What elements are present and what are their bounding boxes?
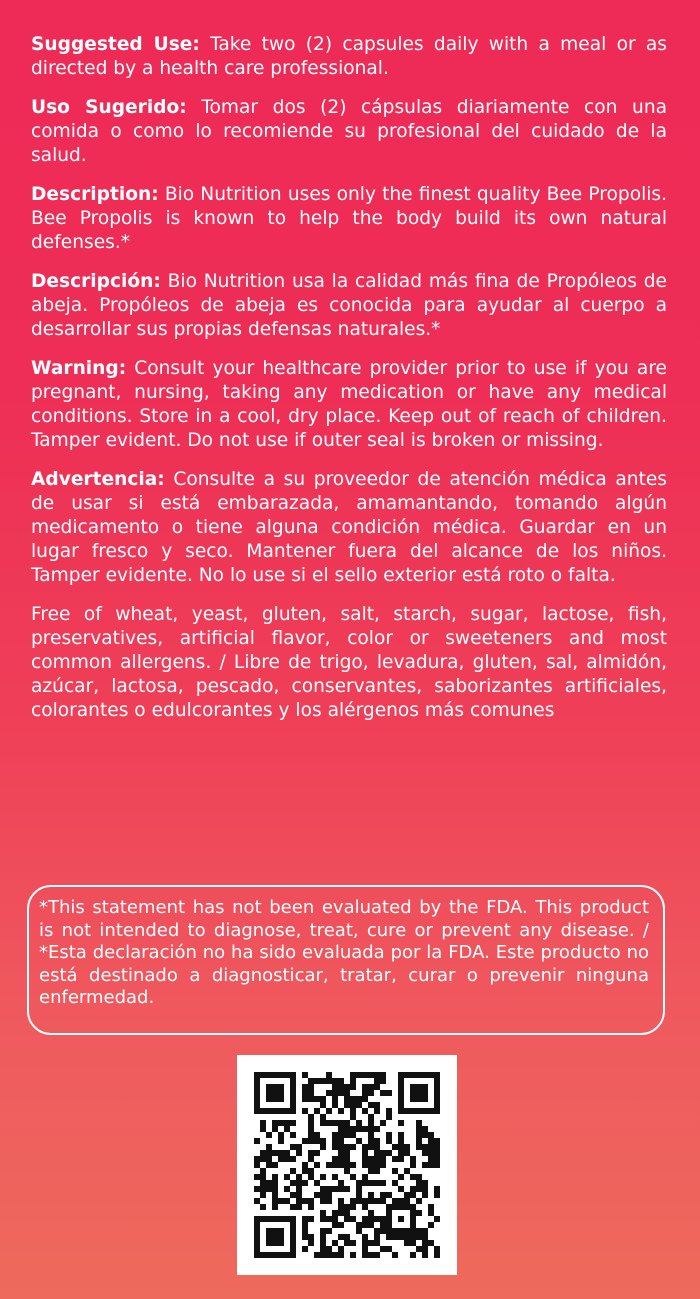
uso-sugerido-text: Tomar dos (2) cápsulas diariamente con una comida o como lo recomiende su profesional del cuidado de la salud. — [31, 97, 667, 166]
qr-code[interactable] — [237, 1055, 457, 1275]
advertencia-text: Consulte a su proveedor de atención médica antes de usar si está embarazada, amamantando, tomando algún medicamento o tiene alguna condición médica. Guardar en un lugar fresco y seco. Mantener fuera del alcance de los niños. Tamper evidente. No lo use si el sello exterior está roto o falta. — [31, 469, 667, 586]
description-text: Bio Nutrition uses only the finest quality Bee Propolis. Bee Propolis is known to help the body build its own natural defenses.* — [31, 184, 667, 253]
descripcion-text: Bio Nutrition usa la calidad más fina de Propóleos de abeja. Propóleos de abeja es conocida para ayudar al cuerpo a desarrollar sus propias defensas naturales.* — [31, 271, 667, 340]
descripcion-paragraph — [31, 270, 667, 342]
uso-sugerido-label: Uso Sugerido: — [31, 97, 187, 118]
allergen-free-paragraph — [31, 603, 667, 723]
allergen-free-text: Free of wheat, yeast, gluten, salt, starch, sugar, lactose, fish, preservatives, artificial flavor, color or sweeteners and most common allergens. / Libre de trigo, levadura, gluten, sal, almidón, azúcar, lactosa, pescado, conservantes, saborizantes artificiales, colorantes o edulcorantes y los alérgenos más comunes — [31, 604, 667, 721]
suggested-use-paragraph — [31, 33, 667, 81]
uso-sugerido-paragraph — [31, 96, 667, 168]
warning-label: Warning: — [31, 358, 127, 379]
warning-text: Consult your healthcare provider prior to use if you are pregnant, nursing, taking any medication or have any medical conditions. Store in a cool, dry place. Keep out of reach of children. Tamper evident. Do not use if outer seal is broken or missing. — [31, 358, 667, 451]
fda-disclaimer-box — [27, 885, 665, 1035]
suggested-use-label: Suggested Use: — [31, 34, 200, 55]
suggested-use-text: Take two (2) capsules daily with a meal or as directed by a health care professional. — [31, 34, 667, 79]
advertencia-label: Advertencia: — [31, 469, 165, 490]
label-text-panel — [31, 33, 667, 738]
description-label: Description: — [31, 184, 159, 205]
qr-code-icon — [254, 1072, 440, 1258]
description-paragraph — [31, 183, 667, 255]
warning-paragraph — [31, 357, 667, 453]
descripcion-label: Descripción: — [31, 271, 161, 292]
fda-disclaimer-text: *This statement has not been evaluated by the FDA. This product is not intended to diagnose, treat, cure or prevent any disease. / *Esta declaración no ha sido evaluada por la FDA. Este producto no está destinado a diagnosticar, tratar, curar o prevenir ninguna enfermedad. — [39, 897, 649, 1008]
advertencia-paragraph — [31, 468, 667, 588]
